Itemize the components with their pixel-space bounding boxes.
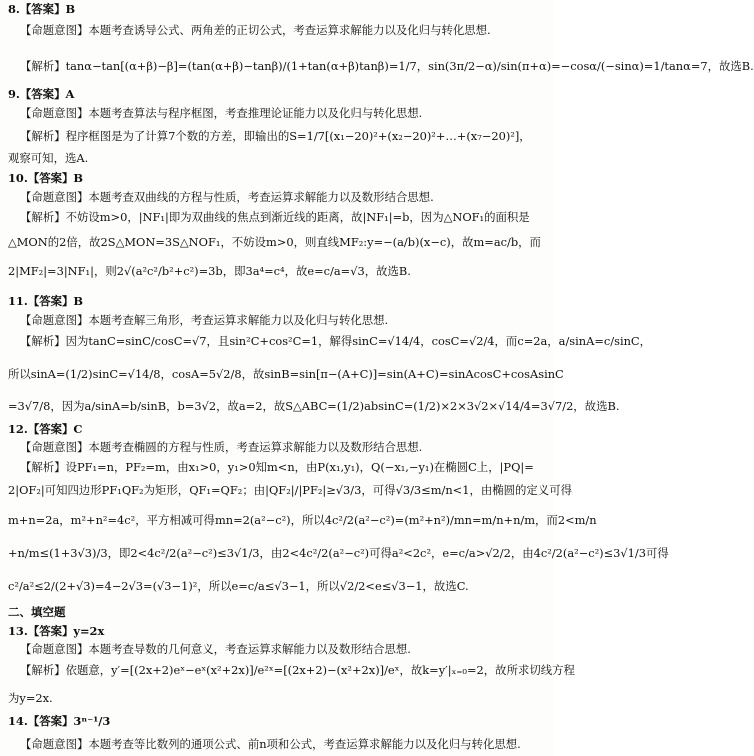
q12-analysis-cont: 2|OF₂|可知四边形PF₁QF₂为矩形，QF₁=QF₂；由|QF₂|/|PF₂|≥√3/3，可得√3/3≤m/n<1，由椭圆的定义可得 [8, 483, 572, 497]
q12-intent: 【命题意图】本题考查椭圆的方程与性质，考查运算求解能力以及数形结合思想. [20, 440, 423, 454]
q14-answer: 14.【答案】3ⁿ⁻¹/3 [8, 714, 111, 728]
q11-analysis-cont2: =3√7/8，因为a/sinA=b/sinB，b=3√2，故a=2，故S△ABC=(1/2)absinC=(1/2)×2×3√2×√14/4=3√7/2，故选B. [8, 399, 620, 413]
q14-intent: 【命题意图】本题考查等比数列的通项公式、前n项和公式，考查运算求解能力以及化归与转化思想. [20, 737, 521, 751]
q11-intent: 【命题意图】本题考查解三角形，考查运算求解能力以及化归与转化思想. [20, 313, 389, 327]
q12-analysis: 【解析】设PF₁=n，PF₂=m，由x₁>0，y₁>0知m<n，由P(x₁,y₁)，Q(−x₁,−y₁)在椭圆C上，|PQ|= [20, 460, 534, 474]
q9-intent: 【命题意图】本题考查算法与程序框图，考查推理论证能力以及化归与转化思想. [20, 106, 423, 120]
q8-analysis: 【解析】tanα−tan[(α+β)−β]=(tan(α+β)−tanβ)/(1+tan(α+β)tanβ)=1/7，sin(3π/2−α)/sin(π+α)=−cosα/(−sinα)=1/tanα=7，故选B. [20, 59, 754, 73]
q12-answer: 12.【答案】C [8, 422, 83, 436]
q10-analysis-cont: △MON的2倍，故2S△MON=3S△NOF₁，不妨设m>0，则直线MF₂:y=−(a/b)(x−c)，故m=ac/b，而 [8, 235, 541, 249]
q9-answer: 9.【答案】A [8, 87, 75, 101]
q10-analysis: 【解析】不妨设m>0，|NF₁|即为双曲线的焦点到渐近线的距离，故|NF₁|=b，因为△NOF₁的面积是 [20, 210, 530, 224]
q13-analysis: 【解析】依题意，y′=[(2x+2)eˣ−eˣ(x²+2x)]/e²ˣ=[(2x+2)−(x²+2x)]/eˣ，故k=y′|ₓ₌₀=2，故所求切线方程 [20, 663, 575, 677]
q13-intent: 【命题意图】本题考查导数的几何意义，考查运算求解能力以及数形结合思想. [20, 642, 411, 656]
q8-answer: 8.【答案】B [8, 2, 76, 16]
q9-analysis-cont: 观察可知，选A. [8, 151, 89, 165]
q11-analysis: 【解析】因为tanC=sinC/cosC=√7，且sin²C+cos²C=1，解得sinC=√14/4，cosC=√2/4，而c=2a，a/sinA=c/sinC， [20, 334, 652, 348]
q12-analysis-cont4: c²/a²≤2/(2+√3)=4−2√3=(√3−1)²，所以e=c/a≤√3−1，所以√2/2<e≤√3−1，故选C. [8, 579, 469, 593]
q9-analysis: 【解析】程序框图是为了计算7个数的方差，即输出的S=1/7[(x₁−20)²+(x₂−20)²+…+(x₇−20)²]， [20, 129, 531, 143]
q12-analysis-cont3: +n/m≤(1+3√3)/3，即2<4c²/2(a²−c²)≤3√1/3，由2<4c²/2(a²−c²)可得a²<2c²，e=c/a>√2/2，由4c²/2(a²−c²)≤3√1/3可得 [8, 546, 669, 560]
q11-answer: 11.【答案】B [8, 294, 84, 308]
q12-analysis-cont2: m+n=2a，m²+n²=4c²，平方相减可得mn=2(a²−c²)，所以4c²/2(a²−c²)=(m²+n²)/mn=m/n+n/m，而2<m/n [8, 513, 597, 527]
q13-answer: 13.【答案】y=2x [8, 624, 105, 638]
q13-analysis-cont: 为y=2x. [8, 691, 53, 705]
q11-analysis-cont: 所以sinA=(1/2)sinC=√14/8，cosA=5√2/8，故sinB=sin[π−(A+C)]=sin(A+C)=sinAcosC+cosAsinC [8, 367, 564, 381]
q10-answer: 10.【答案】B [8, 171, 84, 185]
q8-intent: 【命题意图】本题考查诱导公式、两角差的正切公式，考查运算求解能力以及化归与转化思想. [20, 23, 491, 37]
section-heading-fill-in: 二、填空题 [8, 605, 66, 619]
q10-intent: 【命题意图】本题考查双曲线的方程与性质，考查运算求解能力以及数形结合思想. [20, 190, 434, 204]
q10-analysis-cont2: 2|MF₂|=3|NF₁|，则2√(a²c²/b²+c²)=3b，即3a⁴=c⁴，故e=c/a=√3，故选B. [8, 264, 411, 278]
